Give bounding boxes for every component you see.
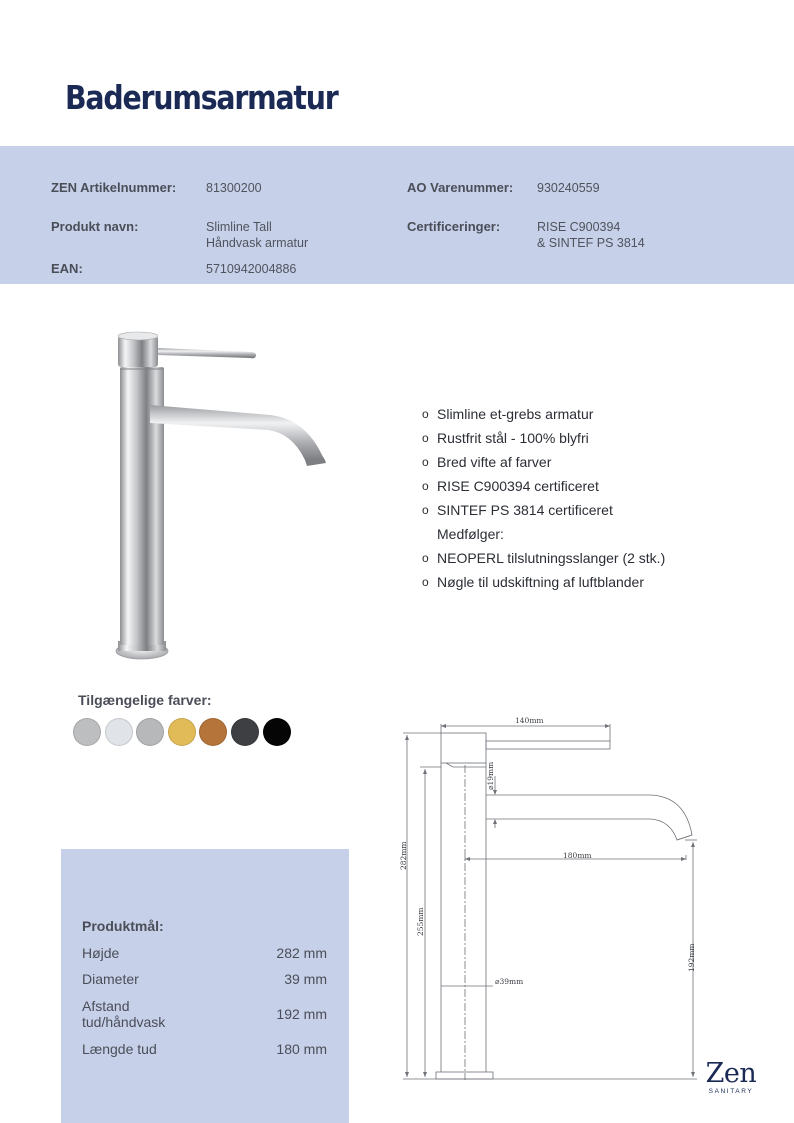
feature-item: o RISE C900394 certificeret: [422, 475, 665, 499]
faucet-image: [100, 325, 340, 670]
feature-list: [422, 403, 665, 595]
dim-180-label: 180mm: [563, 851, 592, 860]
dim-39-label: ⌀39mm: [495, 977, 524, 986]
drawing-spout: [486, 795, 692, 840]
dimension-label: Diameter: [82, 971, 139, 987]
zen-article-label: ZEN Artikelnummer:: [51, 180, 177, 195]
dimension-label: Højde: [82, 945, 120, 961]
feature-item: o Slimline et-grebs armatur: [422, 403, 665, 427]
technical-drawing: [395, 710, 705, 1085]
dimensions-title: Produktmål:: [82, 918, 164, 934]
dimension-label: Afstand tud/håndvask: [82, 998, 166, 1030]
product-name-label: Produkt navn:: [51, 219, 139, 234]
drawing-body: [441, 763, 486, 1072]
logo-subtitle: SANITARY: [708, 1088, 754, 1095]
dimension-row-spout-distance: [82, 998, 327, 1030]
dimension-value: 192 mm: [276, 1006, 327, 1022]
feature-item: o Rustfrit stål - 100% blyfri: [422, 427, 665, 451]
product-name-line1: Slimline Tall: [206, 220, 272, 234]
drawing-cap: [441, 733, 486, 763]
dimension-value: 282 mm: [276, 945, 327, 961]
color-swatch-copper: [199, 718, 227, 746]
certifications-line1: RISE C900394: [537, 220, 621, 234]
color-swatch-brushed-steel: [73, 718, 101, 746]
available-colors-title: Tilgængelige farver:: [78, 692, 212, 708]
color-swatch-gold: [168, 718, 196, 746]
color-swatch-steel: [136, 718, 164, 746]
dim-192-label: 192mm: [687, 943, 696, 972]
feature-subheading: Medfølger:: [437, 526, 504, 542]
ean-label: EAN:: [51, 261, 83, 276]
dimension-value: 39 mm: [284, 971, 327, 987]
product-name-line2: Håndvask armatur: [206, 236, 309, 250]
dimension-value: 180 mm: [276, 1041, 327, 1057]
dimension-row-diameter: [82, 971, 327, 987]
color-swatch-chrome: [105, 718, 133, 746]
dimension-row-spout-length: [82, 1041, 327, 1057]
logo-name: Zen: [705, 1058, 757, 1089]
dim-140-label: 140mm: [515, 716, 544, 725]
dim-255-label: 255mm: [416, 907, 425, 936]
color-swatches: [73, 718, 291, 746]
color-swatch-gunmetal: [231, 718, 259, 746]
drawing-lever: [486, 741, 610, 749]
feature-item: o Nøgle til udskiftning af luftblander: [422, 571, 665, 595]
zen-article-value: 81300200: [206, 181, 262, 195]
certifications-line2: & SINTEF PS 3814: [537, 236, 645, 250]
dim-282-label: 282mm: [399, 841, 408, 870]
feature-item: o NEOPERL tilslutningsslanger (2 stk.): [422, 547, 665, 571]
ao-number-label: AO Varenummer:: [407, 180, 514, 195]
feature-item: o Bred vifte af farver: [422, 451, 665, 475]
product-info-band: [0, 146, 794, 284]
certifications-label: Certificeringer:: [407, 219, 501, 234]
dimension-label: Længde tud: [82, 1041, 157, 1057]
zen-sanitary-logo: [703, 1060, 759, 1095]
feature-item: o SINTEF PS 3814 certificeret: [422, 499, 665, 523]
drawing-base: [436, 1072, 493, 1079]
dim-19-label: ⌀19mm: [486, 761, 495, 790]
color-swatch-black: [263, 718, 291, 746]
dimension-row-height: [82, 945, 327, 961]
ao-number-value: 930240559: [537, 181, 600, 195]
page-title: Baderumsarmatur: [65, 78, 338, 117]
product-dimensions-box: [61, 849, 349, 1123]
ean-value: 5710942004886: [206, 262, 297, 276]
